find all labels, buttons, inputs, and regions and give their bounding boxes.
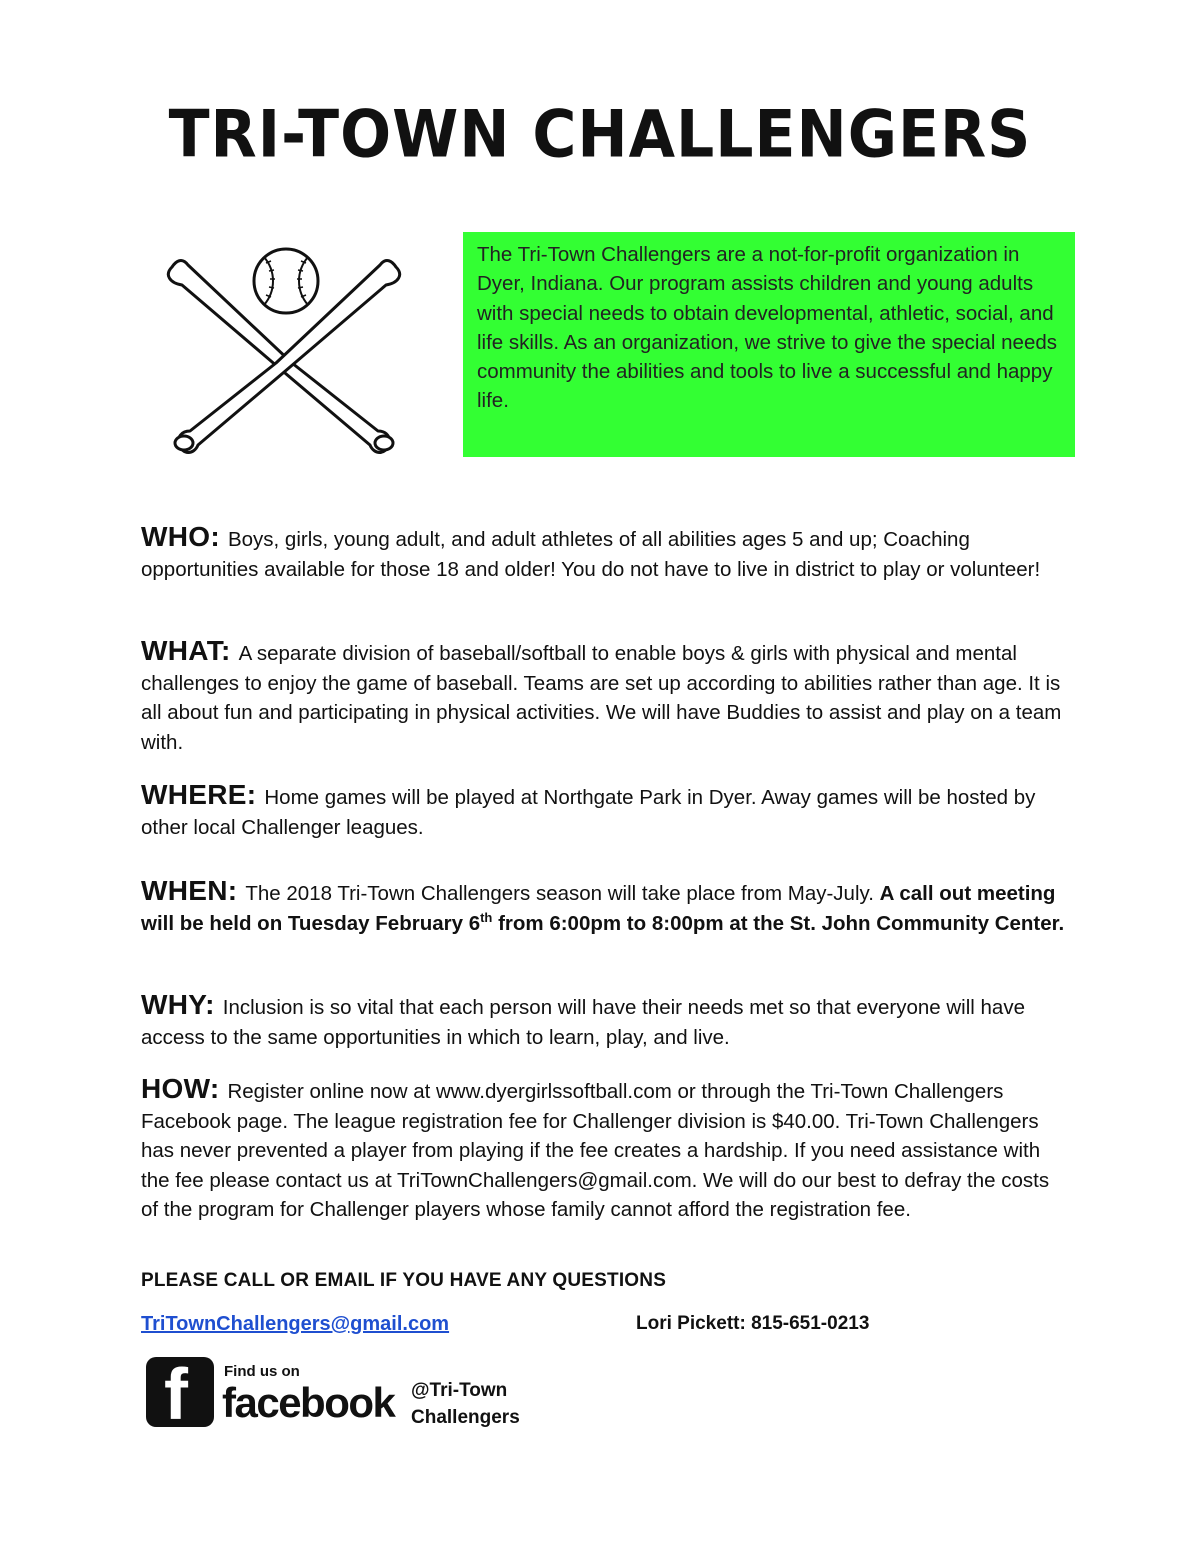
section-when	[141, 876, 1066, 938]
how-label: HOW:	[141, 1073, 220, 1104]
baseball	[254, 249, 318, 313]
what-label: WHAT:	[141, 635, 231, 666]
intro-box	[463, 232, 1075, 457]
when-label: WHEN:	[141, 875, 238, 906]
section-who	[141, 522, 1066, 584]
why-label: WHY:	[141, 989, 215, 1020]
facebook-find-us: Find us on	[224, 1363, 300, 1380]
who-text: Boys, girls, young adult, and adult athletes of all abilities ages 5 and up; Coaching opportunities available for those 18 and older! You do not have to live in district to play or volunteer!	[141, 528, 1041, 581]
when-text: The 2018 Tri-Town Challengers season will take place from May-July.	[245, 882, 874, 905]
phone-contact: Lori Pickett: 815-651-0213	[636, 1313, 870, 1334]
how-text: Register online now at www.dyergirlssoftball.com or through the Tri-Town Challengers Facebook page. The league registration fee for Challenger division is $40.00. Tri-Town Challengers has never prevented a player from playing if the fee creates a hardship. If you need assistance with the fee please contact us at TriTownChallengers@gmail.com. We will do our best to defray the costs of the program for Challenger players whose family cannot afford the registration fee.	[141, 1080, 1050, 1221]
where-text: Home games will be played at Northgate Park in Dyer. Away games will be hosted by other local Challenger leagues.	[141, 786, 1036, 839]
section-how	[141, 1074, 1066, 1225]
intro-text: The Tri-Town Challengers are a not-for-profit organization in Dyer, Indiana. Our program assists children and young adults with special needs to obtain developmental, athletic, social, and life skills. As an organization, we strive to give the special needs community the abilities and tools to live a successful and happy life.	[477, 243, 1057, 413]
who-label: WHO:	[141, 521, 220, 552]
section-why	[141, 990, 1066, 1052]
facebook-handle-line2: Challengers	[411, 1407, 520, 1428]
questions-callout: PLEASE CALL OR EMAIL IF YOU HAVE ANY QUESTIONS	[141, 1270, 667, 1291]
facebook-handle-line1: @Tri-Town	[411, 1380, 508, 1401]
why-text: Inclusion is so vital that each person will have their needs met so that everyone will have access to the same opportunities in which to learn, play, and live.	[141, 996, 1025, 1049]
facebook-badge[interactable]	[146, 1355, 395, 1435]
what-text: A separate division of baseball/softball to enable boys & girls with physical and mental challenges to enjoy the game of baseball. Teams are set up according to abilities rather than age. It is all about fun and participating in physical activities. We will have Buddies to assist and play on a team with.	[141, 642, 1062, 754]
when-meeting-text-1: A call out meeting will be held on Tuesday February 6	[141, 882, 1056, 935]
section-where	[141, 780, 1066, 842]
facebook-wordmark: facebook	[222, 1379, 395, 1426]
crossed-bats-baseball-icon	[160, 245, 410, 465]
facebook-icon	[146, 1355, 214, 1435]
when-meeting-text-2: from 6:00pm to 8:00pm at the St. John Community Center.	[498, 911, 1065, 935]
email-link[interactable]: TriTownChallengers@gmail.com	[141, 1313, 450, 1335]
section-what	[141, 636, 1066, 757]
facebook-handle	[411, 1377, 520, 1431]
page-title: TRI-TOWN CHALLENGERS	[168, 97, 1032, 173]
facebook-f-letter: f	[164, 1355, 188, 1435]
where-label: WHERE:	[141, 779, 257, 810]
when-meeting-sup: th	[480, 909, 493, 925]
